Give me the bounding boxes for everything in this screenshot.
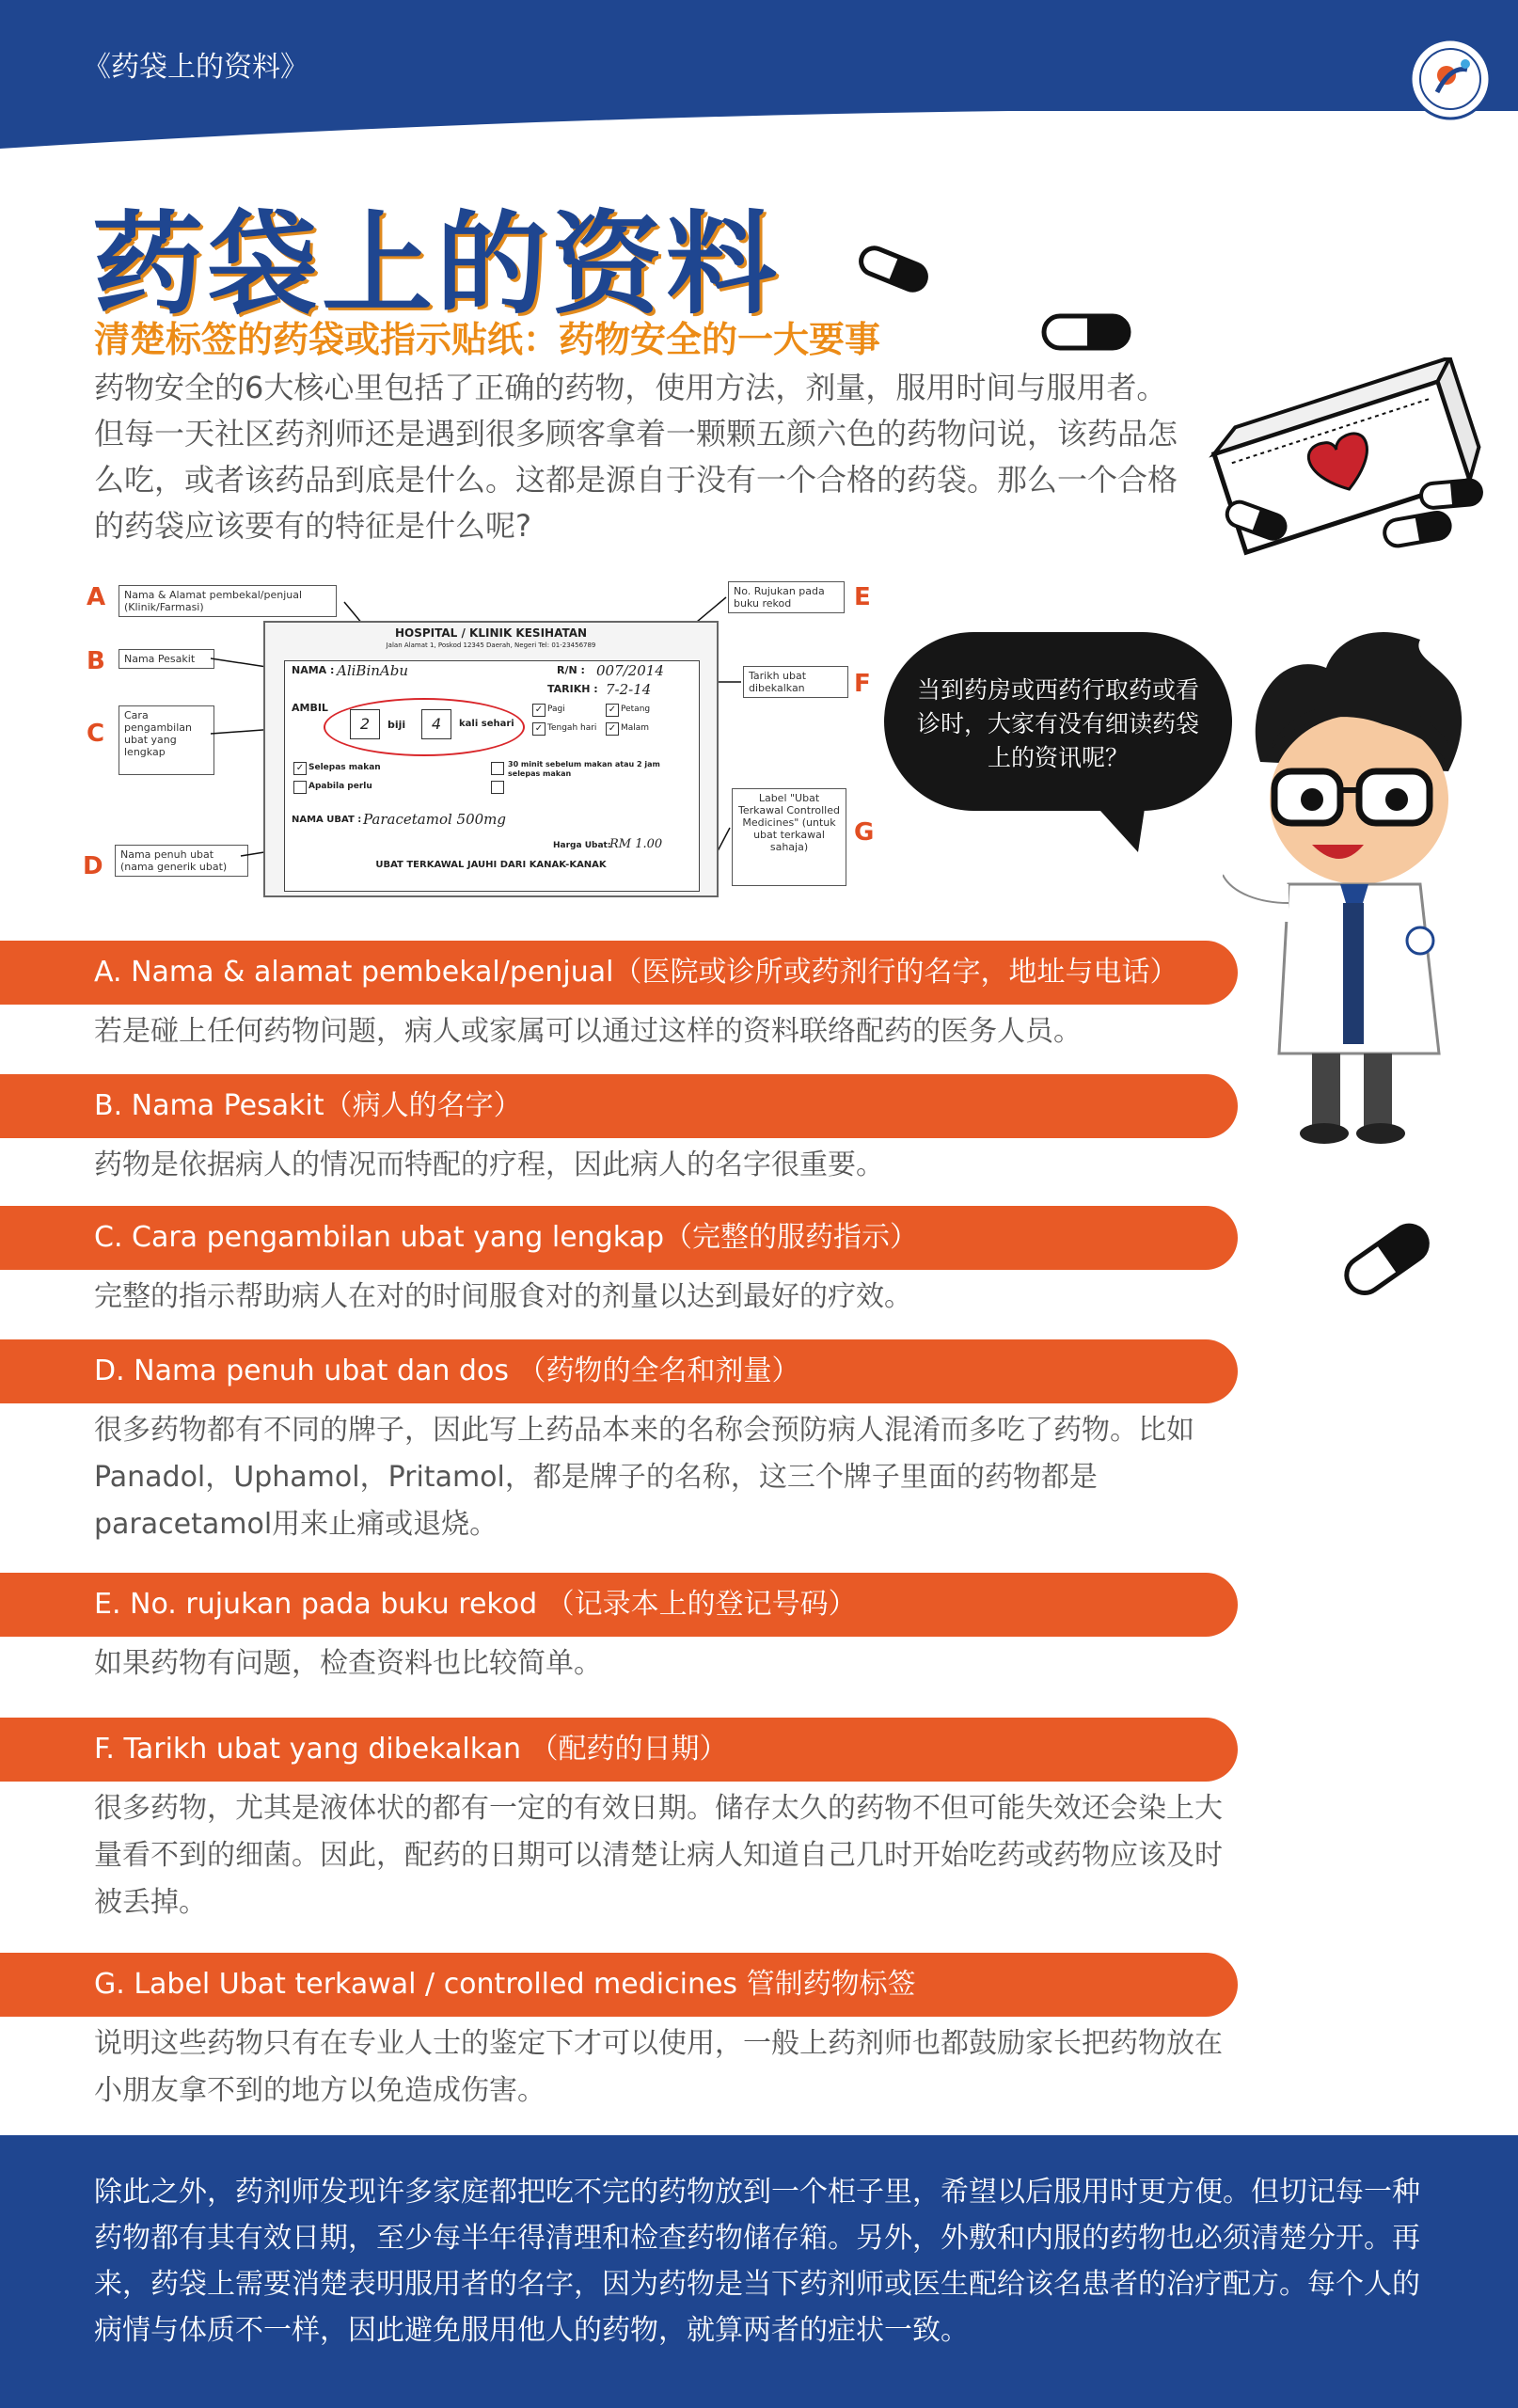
form-pagi: Pagi bbox=[547, 705, 565, 714]
form-tarikh-label: TARIKH : bbox=[547, 683, 598, 695]
form-unit: biji bbox=[387, 719, 406, 731]
form-dose: 2 bbox=[350, 709, 380, 739]
footer-paragraph: 除此之外，药剂师发现许多家庭都把吃不完的药物放到一个柜子里，希望以后服用时更方便。但切记每一种药物都有其有效日期，至少每半年得清理和检查药物储存箱。另外，外敷和内服的药物也必须清楚分开。再来，药袋上需要消楚表明服用者的名字，因为药物是当下药剂师或医生配给该名患者的治疗配方。每个人的病情与体质不一样，因此避免服用他人的药物，就算两者的症状一致。 bbox=[94, 2176, 1420, 2347]
form-tarikh-value: 7-2-14 bbox=[606, 681, 652, 698]
form-rn-label: R/N : bbox=[557, 664, 585, 676]
section-e-body: 如果药物有问题，检查资料也比较简单。 bbox=[94, 1647, 602, 1680]
callout-g: Label "Ubat Terkawal Controlled Medicines" (untuk ubat terkawal sahaja) bbox=[732, 788, 846, 886]
form-times: 4 bbox=[421, 709, 451, 739]
form-nama-ubat-label: NAMA UBAT : bbox=[292, 815, 362, 825]
form-address: Jalan Alamat 1, Poskod 12345 Daerah, Negeri Tel: 01-23456789 bbox=[386, 642, 596, 649]
section-a-body: 若是碰上任何药物问题，病人或家属可以通过这样的资料联络配药的医务人员。 bbox=[94, 1015, 1082, 1048]
section-d-heading: D. Nama penuh ubat dan dos （药物的全名和剂量） bbox=[0, 1339, 1238, 1403]
form-tengah-hari: Tengah hari bbox=[547, 723, 597, 733]
page-title: 药袋上的资料 bbox=[92, 199, 782, 329]
label-letter-a: A bbox=[87, 583, 106, 611]
section-c-body: 完整的指示帮助病人在对的时间服食对的剂量以达到最好的疗效。 bbox=[94, 1280, 912, 1313]
form-malam: Malam bbox=[621, 723, 650, 733]
form-rn-value: 007/2014 bbox=[596, 662, 664, 679]
section-b-heading: B. Nama Pesakit（病人的名字） bbox=[0, 1074, 1238, 1138]
medicine-label-diagram bbox=[79, 574, 897, 894]
speech-bubble-text: 当到药房或西药行取药或看诊时，大家有没有细读药袋上的资讯呢？ bbox=[917, 676, 1200, 771]
form-nama-ubat-value: Paracetamol 500mg bbox=[363, 811, 506, 828]
section-d-body: 很多药物都有不同的牌子，因此写上药品本来的名称会预防病人混淆而多吃了药物。比如Panadol，Uphamol，Pritamol，都是牌子的名称，这三个牌子里面的药物都是paracetamol用来止痛或退烧。 bbox=[94, 1414, 1194, 1541]
form-harga-label: Harga Ubat: bbox=[553, 841, 611, 850]
pill-icon bbox=[854, 243, 933, 295]
page-subtitle: 清楚标签的药袋或指示贴纸：药物安全的一大要事 bbox=[94, 319, 881, 360]
speech-bubble-tail bbox=[1082, 790, 1157, 856]
callout-c: Cara pengambilan ubat yang lengkap bbox=[119, 705, 214, 775]
callout-f: Tarikh ubat dibekalkan bbox=[743, 666, 848, 698]
form-apabila: Apabila perlu bbox=[308, 782, 372, 791]
pill-icon bbox=[1334, 1212, 1439, 1306]
label-letter-e: E bbox=[854, 583, 871, 611]
form-nama-value: AliBinAbu bbox=[337, 662, 409, 679]
medication-safety-logo-icon bbox=[1409, 38, 1492, 120]
speech-bubble bbox=[884, 632, 1232, 811]
section-f-body: 很多药物，尤其是液体状的都有一定的有效日期。储存太久的药物不但可能失效还会染上大量看不到的细菌。因此，配药的日期可以清楚让病人知道自己几时开始吃药或药物应该及时被丢掉。 bbox=[94, 1792, 1223, 1919]
callout-e: No. Rujukan pada buku rekod bbox=[728, 581, 845, 613]
section-a-heading: A. Nama & alamat pembekal/penjual（医院或诊所或药剂行的名字，地址与电话） bbox=[0, 941, 1238, 1005]
pill-icon bbox=[1040, 310, 1134, 357]
label-letter-f: F bbox=[854, 670, 871, 698]
pharmacist-character-icon bbox=[1223, 621, 1486, 1148]
medicine-bag-form: HOSPITAL / KLINIK KESIHATAN Jalan Alamat 1, Poskod 12345 Daerah, Negeri Tel: 01-23456789 NAMA : AliBinAbu R/N : 007/2014 TARIKH : 7-2-14 AMBIL 2 biji 4 kali sehari ✓ Pagi ✓ Petang ✓ Tengah hari ✓ Malam ✓ Selepas makan Apabila perlu 30 minit sebelum makan atau 2 jam selepas makan NAMA UBAT : Paracetamol 500mg Harga Ubat: RM 1.00 UBAT TERKAWAL JAUHI DARI KANAK-KANAK bbox=[263, 621, 719, 897]
section-g-body: 说明这些药物只有在专业人士的鉴定下才可以使用，一般上药剂师也都鼓励家长把药物放在小朋友拿不到的地方以免造成伤害。 bbox=[94, 2027, 1223, 2107]
form-ambil: AMBIL bbox=[292, 702, 328, 714]
form-selepas: Selepas makan bbox=[308, 763, 381, 772]
intro-paragraph: 药物安全的6大核心里包括了正确的药物，使用方法，剂量，服用时间与服用者。但每一天社区药剂师还是遇到很多顾客拿着一颗颗五颜六色的药物问说，该药品怎么吃，或者该药品到底是什么。这都是源自于没有一个合格的药袋。那么一个合格的药袋应该要有的特征是什么呢? bbox=[94, 370, 1178, 544]
form-harga-value: RM 1.00 bbox=[609, 837, 663, 851]
medicine-box-icon bbox=[1194, 357, 1495, 574]
form-sebelum: 30 minit sebelum makan atau 2 jam selepas makan bbox=[508, 760, 660, 778]
section-g-heading: G. Label Ubat terkawal / controlled medicines 管制药物标签 bbox=[0, 1953, 1238, 2017]
form-nama-label: NAMA : bbox=[292, 664, 335, 676]
label-letter-d: D bbox=[83, 852, 103, 880]
section-c-heading: C. Cara pengambilan ubat yang lengkap（完整的服药指示） bbox=[0, 1206, 1238, 1270]
label-letter-c: C bbox=[87, 720, 105, 748]
callout-d: Nama penuh ubat (nama generik ubat) bbox=[115, 845, 248, 877]
section-e-heading: E. No. rujukan pada buku rekod （记录本上的登记号码） bbox=[0, 1573, 1238, 1637]
callout-a: Nama & Alamat pembekal/penjual (Klinik/Farmasi) bbox=[119, 585, 337, 617]
header-label: 《药袋上的资料》 bbox=[83, 51, 308, 84]
form-per-day: kali sehari bbox=[459, 719, 514, 729]
label-letter-g: G bbox=[854, 818, 875, 847]
label-letter-b: B bbox=[87, 647, 105, 675]
callout-b: Nama Pesakit bbox=[119, 649, 214, 669]
form-warning: UBAT TERKAWAL JAUHI DARI KANAK-KANAK bbox=[375, 860, 607, 870]
section-b-body: 药物是依据病人的情况而特配的疗程，因此病人的名字很重要。 bbox=[94, 1149, 884, 1181]
form-hospital: HOSPITAL / KLINIK KESIHATAN bbox=[394, 626, 588, 640]
form-petang: Petang bbox=[621, 705, 651, 714]
section-f-heading: F. Tarikh ubat yang dibekalkan （配药的日期） bbox=[0, 1718, 1238, 1782]
header-curve bbox=[0, 111, 1518, 167]
